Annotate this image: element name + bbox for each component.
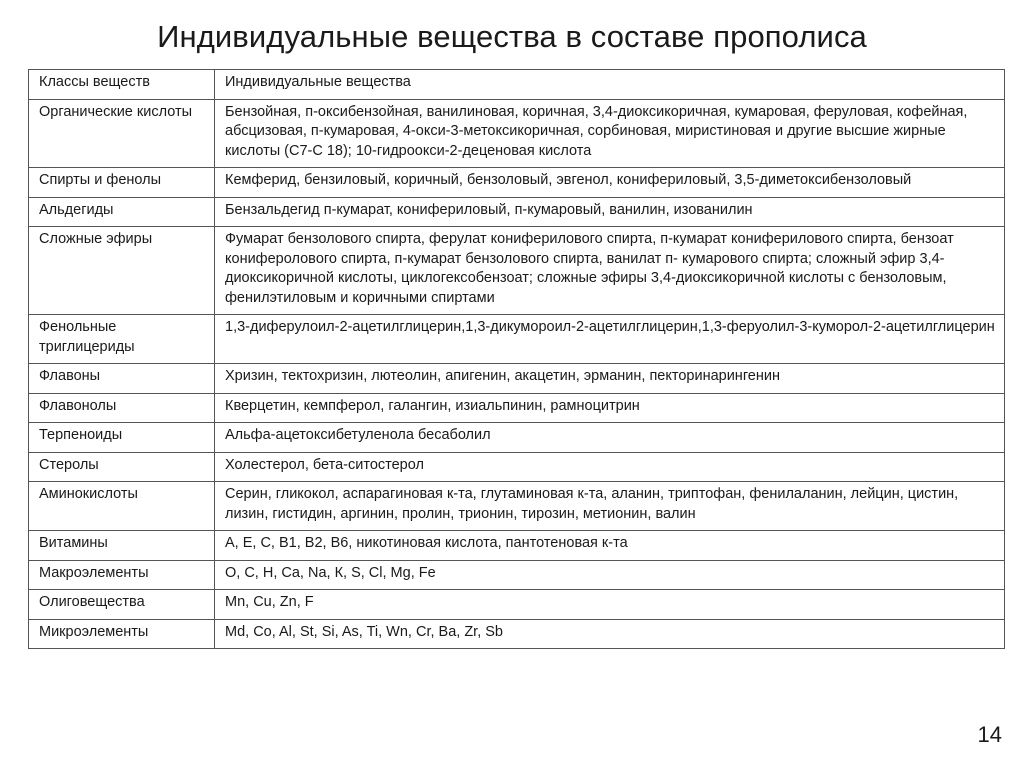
table-row: [29, 393, 1005, 423]
row-items-cell: Md, Co, Al, St, Si, As, Ti, Wn, Cr, Ba, Zr, Sb: [215, 619, 1005, 649]
header-classes: Классы веществ: [29, 70, 215, 100]
row-items-cell: O, C, H, Ca, Na, К, S, Cl, Mg, Fe: [215, 560, 1005, 590]
page-number: 14: [977, 722, 1002, 747]
row-items-cell: Бензойная, п-оксибензойная, ванилиновая, коричная, 3,4-диоксикоричная, кумаровая, феруловая, кофейная, абсцизовая, п-кумаровая, 4-окси-3-метоксикоричная, сорбиновая, миристиновая и другие высшие жирные кислоты (С7-С 18); 10-гидроокси-2-деценовая кислота: [215, 99, 1005, 168]
row-class-cell: Сложные эфиры: [29, 227, 215, 315]
header-substances: Индивидуальные вещества: [215, 70, 1005, 100]
row-class-cell: Макроэлементы: [29, 560, 215, 590]
row-items-cell: Бензальдегид п-кумарат, кониферилoвый, п-кумаровый, ванилин, изованилин: [215, 197, 1005, 227]
slide-title: Индивидуальные вещества в составе прополиса: [157, 19, 867, 54]
row-class-cell: Микроэлементы: [29, 619, 215, 649]
row-class-cell: Витамины: [29, 531, 215, 561]
row-class-cell: Стеролы: [29, 452, 215, 482]
row-class-cell: Фенольные триглицериды: [29, 315, 215, 364]
row-class-cell: Терпеноиды: [29, 423, 215, 453]
table-row: [29, 227, 1005, 315]
row-items-cell: Кверцетин, кемпферол, галангин, изиальпинин, рамноцитрин: [215, 393, 1005, 423]
table-row: [29, 452, 1005, 482]
row-class-cell: Альдегиды: [29, 197, 215, 227]
table-row: [29, 560, 1005, 590]
row-class-cell: Аминокислоты: [29, 482, 215, 531]
row-items-cell: A, E, C, B1, B2, B6, никотиновая кислота, пантотеновая к-та: [215, 531, 1005, 561]
table-header-row: [29, 70, 1005, 100]
table-row: [29, 168, 1005, 198]
row-class-cell: Флавоны: [29, 364, 215, 394]
row-class-cell: Олиговещества: [29, 590, 215, 620]
table-row: [29, 315, 1005, 364]
table-row: [29, 197, 1005, 227]
row-items-cell: 1,3-диферулоил-2-ацетилглицерин,1,3-дикумороил-2-ацетилглицерин,1,3-феруолил-3-куморол-2-ацетилглицерин: [215, 315, 1005, 364]
row-items-cell: Кемферид, бензиловый, коричный, бензоловый, эвгенол, кониферилoвый, 3,5-диметоксибензоловый: [215, 168, 1005, 198]
row-items-cell: Альфа-ацетоксибетуленола бесаболил: [215, 423, 1005, 453]
table-row: [29, 590, 1005, 620]
table-row: [29, 423, 1005, 453]
row-class-cell: Флавонолы: [29, 393, 215, 423]
table-row: [29, 619, 1005, 649]
row-items-cell: Серин, гликокол, аспарагиновая к-та, глутаминовая к-та, аланин, триптофан, фенилаланин, лейцин, цистин, лизин, гистидин, аргинин, пролин, трионин, тирозин, метионин, валин: [215, 482, 1005, 531]
row-items-cell: Хризин, тектохризин, лютеолин, апигенин, акацетин, эрманин, пекторинарингенин: [215, 364, 1005, 394]
row-items-cell: Фумарат бензолового спирта, ферулат кониферилoвого спирта, п-кумарат кониферилoвого спирта, бензоат конифероловoго спирта, п-кумарат бензолового спирта, ванилат п- кумарового спирта; сложный эфир 3,4-диоксикоричной кислоты, циклогексобензоат; сложные эфиры 3,4-диоксикоричной кислоты с бензоловым, фенилэтиловым и коричными спиртами: [215, 227, 1005, 315]
table-row: [29, 531, 1005, 561]
substances-table: [28, 69, 1005, 649]
row-items-cell: Холестерол, бета-ситостерол: [215, 452, 1005, 482]
row-items-cell: Mn, Cu, Zn, F: [215, 590, 1005, 620]
row-class-cell: Спирты и фенолы: [29, 168, 215, 198]
table-row: [29, 482, 1005, 531]
table-row: [29, 364, 1005, 394]
table-row: [29, 99, 1005, 168]
row-class-cell: Органические кислоты: [29, 99, 215, 168]
